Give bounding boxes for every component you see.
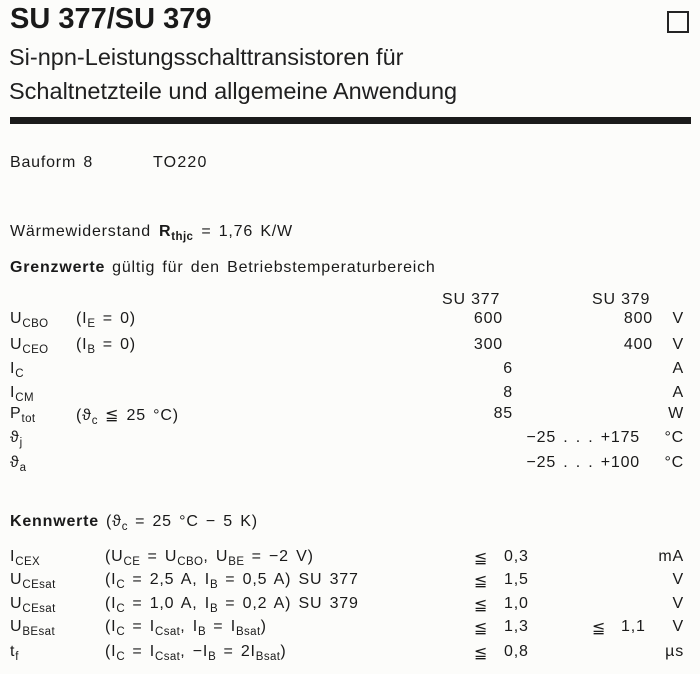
column-header-su379: SU 379 [592,291,651,308]
unit-cell: V [672,310,684,327]
condition-cell: $(I_E = 0)$ [76,310,136,331]
page-title: SU 377/SU 379 [10,3,212,35]
table-row [0,571,700,593]
unit-cell: °C [664,454,684,471]
condition-cell: ($I_C = I_{Csat}$, $I_B = I_{Bsat}$) [105,618,267,639]
limit-relation-su377: ≦ [474,620,489,637]
thermal-resistance-line [10,223,293,243]
limit-relation-su377: ≦ [474,550,489,567]
su379-value-cell: 400 [623,336,653,353]
symbol-cell: $U_{CEsat}$ [10,571,56,592]
characteristics-heading-bold: Kennwerte [10,513,99,530]
limit-value-su377: 1,0 [504,595,529,612]
package-type: TO220 [153,154,208,171]
table-row [0,643,700,665]
limits-heading-bold: Grenzwerte [10,259,106,276]
shared-value-cell: 8 [503,384,513,401]
divider-rule [10,117,691,124]
limit-value-su379: 1,1 [621,618,646,635]
su379-value-cell: 800 [623,310,653,327]
symbol-cell: $U_{BEsat}$ [10,618,56,639]
table-row [0,595,700,617]
symbol-cell: $I_C$ [10,360,24,381]
symbol-cell: $U_{CEsat}$ [10,595,56,616]
column-header-su377: SU 377 [442,291,501,308]
table-row [0,336,700,358]
symbol-cell: $I_{CEX}$ [10,548,41,569]
symbol-cell: $I_{CM}$ [10,384,34,405]
unit-cell: µs [665,643,684,660]
shared-value-cell: 6 [503,360,513,377]
thermal-resistance-label: Wärmewiderstand [10,223,151,240]
subtitle-line-2: Schaltnetzteile und allgemeine Anwendung [9,78,458,104]
unit-cell: °C [664,429,684,446]
condition-cell: ($U_{CE} = U_{CBO}$, $U_{BE} = -2$ V) [105,548,314,569]
table-row [0,429,700,451]
limit-relation-su377: ≦ [474,573,489,590]
unit-cell: A [672,384,684,401]
su377-value-cell: 300 [473,336,503,353]
shared-value-cell: 85 [493,405,513,422]
limit-relation-su377: ≦ [474,645,489,662]
unit-cell: V [672,595,684,612]
condition-cell: ($I_C = I_{Csat}$, $-I_B = 2I_{Bsat}$) [105,643,287,664]
table-row [0,618,700,640]
symbol-cell: $t_f$ [10,643,19,664]
unit-cell: V [672,336,684,353]
characteristics-section-heading [10,513,258,533]
limits-section-heading [10,259,436,277]
table-row [0,384,700,406]
range-value-cell: −25 . . . +100 [526,454,640,471]
page-subtitle [9,40,457,108]
limit-value-su377: 0,8 [504,643,529,660]
bauform-label: Bauform 8 [10,154,94,171]
limit-value-su377: 0,3 [504,548,529,565]
thermal-resistance-value: = 1,76 K/W [201,223,293,240]
limit-relation-su379: ≦ [592,620,607,637]
table-row [0,360,700,382]
condition-cell: ($I_C = 2,5$ A, $I_B = 0,5$ A) SU 377 [105,571,359,592]
characteristics-heading-rest: ($ϑ_c = 25$ °C − 5 K) [106,513,258,534]
limit-value-su377: 1,3 [504,618,529,635]
unit-cell: W [668,405,684,422]
condition-cell: ($ϑ_c$ ≦ 25 °C) [76,407,179,428]
condition-cell: ($I_C = 1,0$ A, $I_B = 0,2$ A) SU 379 [105,595,359,616]
symbol-cell: $P_{tot}$ [10,405,36,426]
unit-cell: V [672,618,684,635]
subtitle-line-1: Si-npn-Leistungsschalttransistoren für [9,44,404,70]
range-value-cell: −25 . . . +175 [526,429,640,446]
limit-relation-su377: ≦ [474,597,489,614]
symbol-cell: $U_{CEO}$ [10,336,49,357]
unit-cell: V [672,571,684,588]
thermal-resistance-symbol: $R_{thjc}$ [158,223,194,244]
unit-cell: mA [658,548,684,565]
unit-cell: A [672,360,684,377]
table-row [0,454,700,476]
table-row [0,310,700,332]
symbol-cell: $ϑ_a$ [10,454,27,475]
symbol-cell: $ϑ_j$ [10,429,23,450]
symbol-cell: $U_{CBO}$ [10,310,49,331]
corner-square-icon [667,11,689,33]
limit-value-su377: 1,5 [504,571,529,588]
su377-value-cell: 600 [473,310,503,327]
table-row [0,548,700,570]
table-row [0,405,700,427]
limits-heading-rest: gültig für den Betriebstemperaturbereich [112,259,436,276]
condition-cell: $(I_B = 0)$ [76,336,136,357]
